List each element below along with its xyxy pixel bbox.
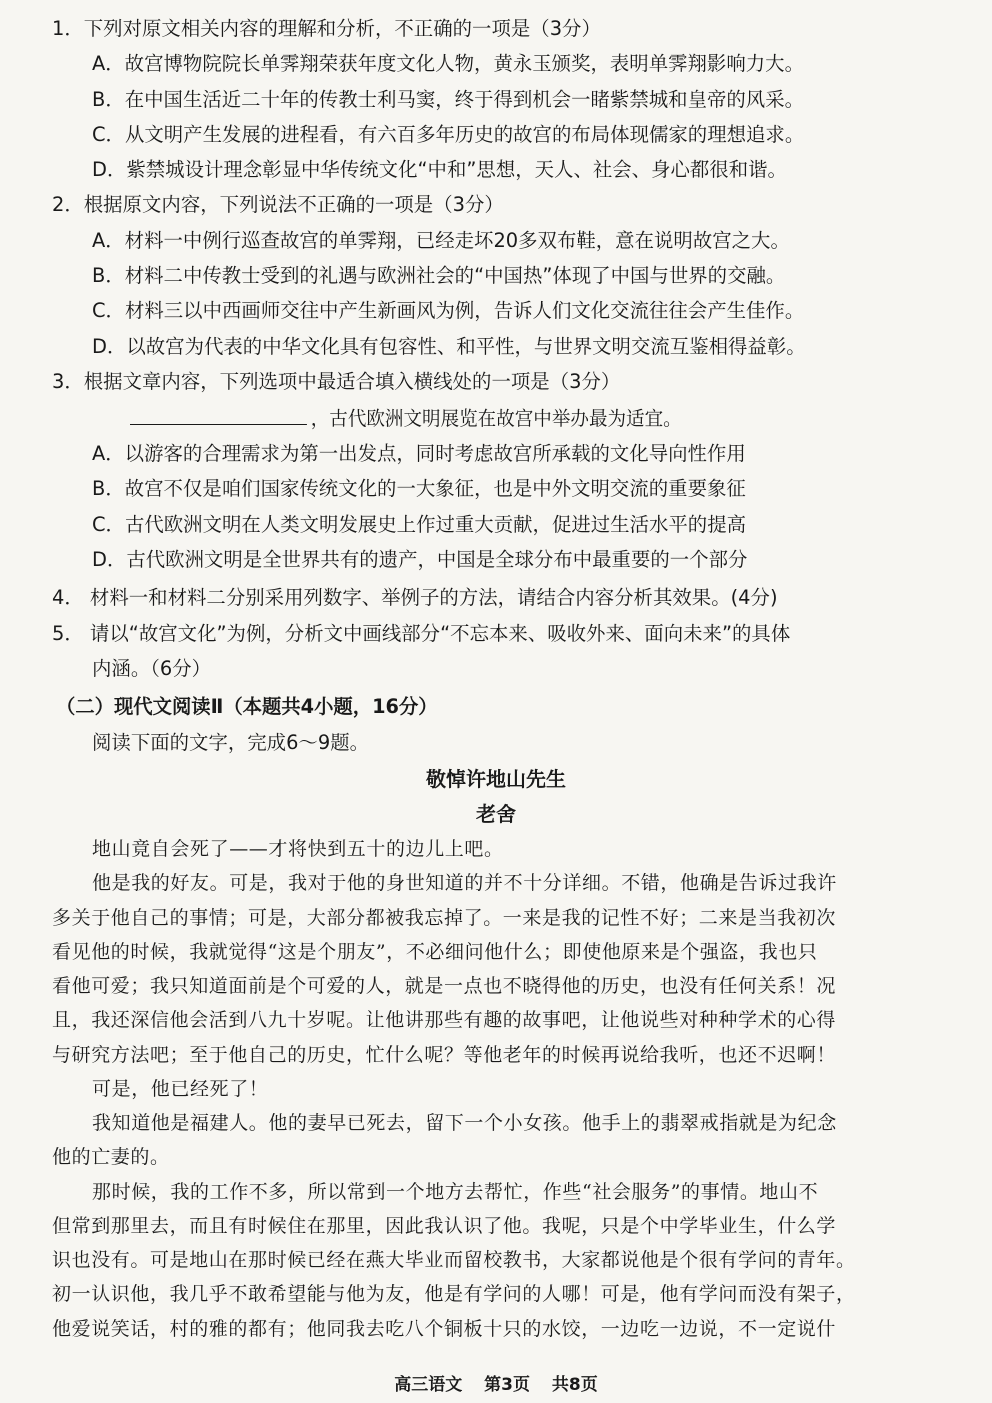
article-line: 与研究方法吧；至于他自己的历史，忙什么呢？等他老年的时候再说给我听，也还不迟啊！	[52, 1044, 837, 1066]
question-2-option-a: A．材料一中例行巡查故宫的单霁翔，已经走坏20多双布鞋，意在说明故宫之大。	[92, 229, 790, 252]
question-3-option-d: D．古代欧洲文明是全世界共有的遗产，中国是全球分布中最重要的一个部分	[92, 548, 748, 571]
question-2-option-c: C．材料三以中西画师交往中产生新画风为例，告诉人们文化交流往往会产生佳作。	[92, 299, 805, 322]
question-1-option-a: A．故宫博物院院长单霁翔荣获年度文化人物，黄永玉颁奖，表明单霁翔影响力大。	[92, 52, 804, 75]
article-line: 看见他的时候，我就觉得“这是个朋友”，不必细问他什么；即使他原来是个强盗，我也只	[52, 941, 818, 963]
article-line: 但常到那里去，而且有时候住在那里，因此我认识了他。我呢，只是个中学毕业生，什么学	[52, 1215, 837, 1237]
fill-in-blank	[130, 406, 307, 425]
question-5-line-1: 5． 请以“故宫文化”为例，分析文中画线部分“不忘本来、吸收外来、面向未来”的具体	[52, 622, 791, 645]
article-line: 且，我还深信他会活到八九十岁呢。让他讲那些有趣的故事吧，让他说些对种种学术的心得	[52, 1009, 837, 1031]
article-line: 识也没有。可是地山在那时候已经在燕大毕业而留校教书，大家都说他是个很有学问的青年。	[52, 1249, 856, 1271]
article-line: 地山竟自会死了——才将快到五十的边儿上吧。	[92, 838, 504, 860]
article-line: 他爱说笑话，村的雅的都有；他同我去吃八个铜板十只的水饺，一边吃一边说，不一定说什	[52, 1318, 837, 1340]
article-line: 看他可爱；我只知道面前是个可爱的人，就是一点也不晓得他的历史，也没有任何关系！况	[52, 975, 837, 997]
question-1-option-d: D．紫禁城设计理念彰显中华传统文化“中和”思想，天人、社会、身心都很和谐。	[92, 158, 787, 181]
page-footer: 高三语文 第3页 共8页	[394, 1375, 598, 1395]
article-line: 我知道他是福建人。他的妻早已死去，留下一个小女孩。他手上的翡翠戒指就是为纪念	[92, 1112, 837, 1134]
question-1-option-c: C．从文明产生发展的进程看，有六百多年历史的故宫的布局体现儒家的理想追求。	[92, 123, 805, 146]
question-3-blank-tail: ，古代欧洲文明展览在故宫中举办最为适宜。	[310, 407, 682, 430]
section-heading: （二）现代文阅读Ⅱ（本题共4小题，16分）	[56, 695, 438, 718]
section-instruction: 阅读下面的文字，完成6～9题。	[92, 731, 370, 754]
question-1-option-b: B．在中国生活近二十年的传教士利马窦，终于得到机会一睹紫禁城和皇帝的风采。	[92, 88, 805, 111]
question-3-stem: 3．根据文章内容，下列选项中最适合填入横线处的一项是（3分）	[52, 370, 621, 393]
article-line: 他是我的好友。可是，我对于他的身世知道的并不十分详细。不错，他确是告诉过我许	[92, 872, 837, 894]
question-3-option-c: C．古代欧洲文明在人类文明发展史上作过重大贡献，促进过生活水平的提高	[92, 513, 747, 536]
question-4: 4． 材料一和材料二分别采用列数字、举例子的方法，请结合内容分析其效果。(4分)	[52, 586, 778, 609]
question-5-line-2: 内涵。（6分）	[92, 657, 212, 680]
article-line: 可是，他已经死了！	[92, 1078, 269, 1100]
question-3-blank-line	[130, 406, 948, 431]
article-title: 敬悼许地山先生	[426, 767, 566, 791]
question-3-option-a: A．以游客的合理需求为第一出发点，同时考虑故宫所承载的文化导向性作用	[92, 442, 746, 465]
question-2-stem: 2．根据原文内容，下列说法不正确的一项是（3分）	[52, 193, 504, 216]
question-2-option-b: B．材料二中传教士受到的礼遇与欧洲社会的“中国热”体现了中国与世界的交融。	[92, 264, 786, 287]
article-line: 他的亡妻的。	[52, 1146, 170, 1168]
question-3-option-b: B．故宫不仅是咱们国家传统文化的一大象征，也是中外文明交流的重要象征	[92, 477, 746, 500]
article-author: 老舍	[476, 802, 516, 826]
question-2-option-d: D．以故宫为代表的中华文化具有包容性、和平性，与世界文明交流互鉴相得益彰。	[92, 335, 806, 358]
article-line: 那时候，我的工作不多，所以常到一个地方去帮忙，作些“社会服务”的事情。地山不	[92, 1181, 819, 1203]
article-line: 初一认识他，我几乎不敢希望能与他为友，他是有学问的人哪！可是，他有学问而没有架子，	[52, 1283, 856, 1305]
article-line: 多关于他自己的事情；可是，大部分都被我忘掉了。一来是我的记性不好；二来是当我初次	[52, 907, 837, 929]
question-1-stem: 1．下列对原文相关内容的理解和分析，不正确的一项是（3分）	[52, 17, 601, 40]
